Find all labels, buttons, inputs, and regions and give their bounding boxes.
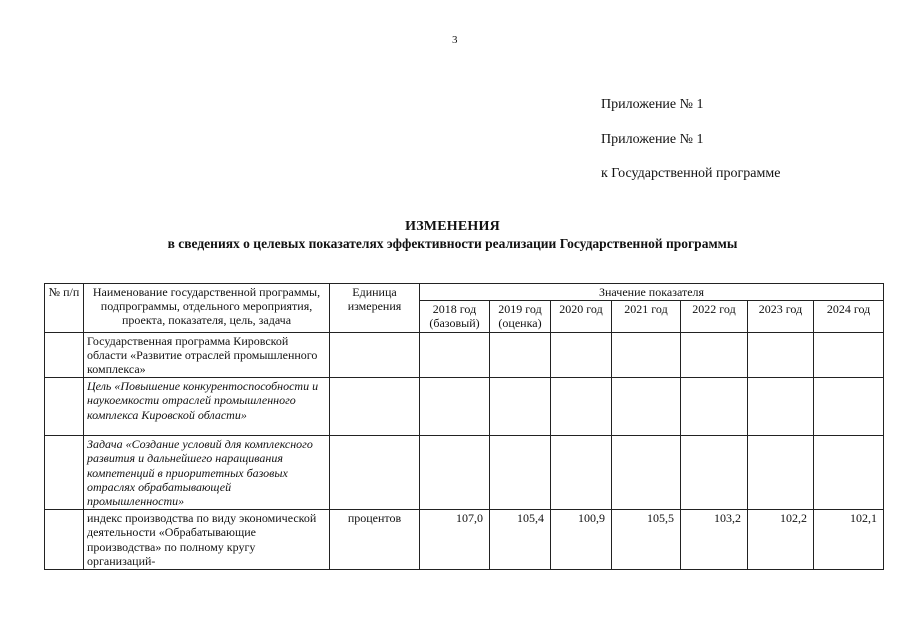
row-value xyxy=(490,332,551,378)
indicators-table xyxy=(44,283,884,570)
row-name: индекс производства по виду экономической деятельности «Обрабатывающие производства» по полному кругу организаций- xyxy=(84,510,330,570)
row-value xyxy=(551,332,612,378)
row-value xyxy=(814,378,884,436)
header-year: 2024 год xyxy=(814,301,884,332)
row-value: 102,1 xyxy=(814,510,884,570)
row-value: 105,4 xyxy=(490,510,551,570)
row-name: Задача «Создание условий для комплексного развития и дальнейшего наращивания компетенций в приоритетных базовых отраслях обрабатывающей промышленности» xyxy=(84,436,330,510)
row-num xyxy=(45,510,84,570)
header-year: 2019 год (оценка) xyxy=(490,301,551,332)
header-year: 2023 год xyxy=(748,301,814,332)
header-num: № п/п xyxy=(45,284,84,333)
document-subtitle: в сведениях о целевых показателях эффективности реализации Государственной программы xyxy=(167,236,738,251)
header-year: 2018 год (базовый) xyxy=(420,301,490,332)
appendix-line-3: к Государственной программе xyxy=(601,166,781,181)
page-number: 3 xyxy=(452,34,458,46)
row-value xyxy=(490,436,551,510)
row-value xyxy=(814,332,884,378)
row-value xyxy=(681,436,748,510)
table-row xyxy=(45,436,884,510)
row-value xyxy=(612,436,681,510)
row-value xyxy=(420,332,490,378)
row-value xyxy=(748,332,814,378)
table-row xyxy=(45,510,884,570)
table-row xyxy=(45,378,884,436)
header-year: 2020 год xyxy=(551,301,612,332)
row-value: 107,0 xyxy=(420,510,490,570)
row-name: Цель «Повышение конкурентоспособности и наукоемкости отраслей промышленного комплекса Кировской области» xyxy=(84,378,330,436)
row-value xyxy=(612,378,681,436)
row-value xyxy=(420,378,490,436)
row-value xyxy=(681,378,748,436)
row-value: 103,2 xyxy=(681,510,748,570)
row-value: 100,9 xyxy=(551,510,612,570)
row-unit: процентов xyxy=(330,510,420,570)
row-value: 102,2 xyxy=(748,510,814,570)
header-value-group: Значение показателя xyxy=(420,284,884,301)
row-value xyxy=(612,332,681,378)
header-name: Наименование государственной программы, подпрограммы, отдельного мероприятия, проекта, показателя, цель, задача xyxy=(84,284,330,333)
row-value xyxy=(748,378,814,436)
header-unit: Единица измерения xyxy=(330,284,420,333)
appendix-line-2: Приложение № 1 xyxy=(601,132,704,147)
row-value xyxy=(681,332,748,378)
header-year: 2022 год xyxy=(681,301,748,332)
header-row-1 xyxy=(45,284,884,301)
table-row xyxy=(45,332,884,378)
appendix-line-1: Приложение № 1 xyxy=(601,97,704,112)
row-unit xyxy=(330,332,420,378)
row-value xyxy=(748,436,814,510)
document-title: ИЗМЕНЕНИЯ xyxy=(405,219,500,234)
row-value xyxy=(420,436,490,510)
row-unit xyxy=(330,436,420,510)
row-value xyxy=(814,436,884,510)
row-num xyxy=(45,332,84,378)
row-value xyxy=(490,378,551,436)
row-unit xyxy=(330,378,420,436)
row-num xyxy=(45,436,84,510)
header-year: 2021 год xyxy=(612,301,681,332)
row-value xyxy=(551,378,612,436)
row-value xyxy=(551,436,612,510)
row-num xyxy=(45,378,84,436)
row-name: Государственная программа Кировской области «Развитие отраслей промышленного комплекса» xyxy=(84,332,330,378)
row-value: 105,5 xyxy=(612,510,681,570)
